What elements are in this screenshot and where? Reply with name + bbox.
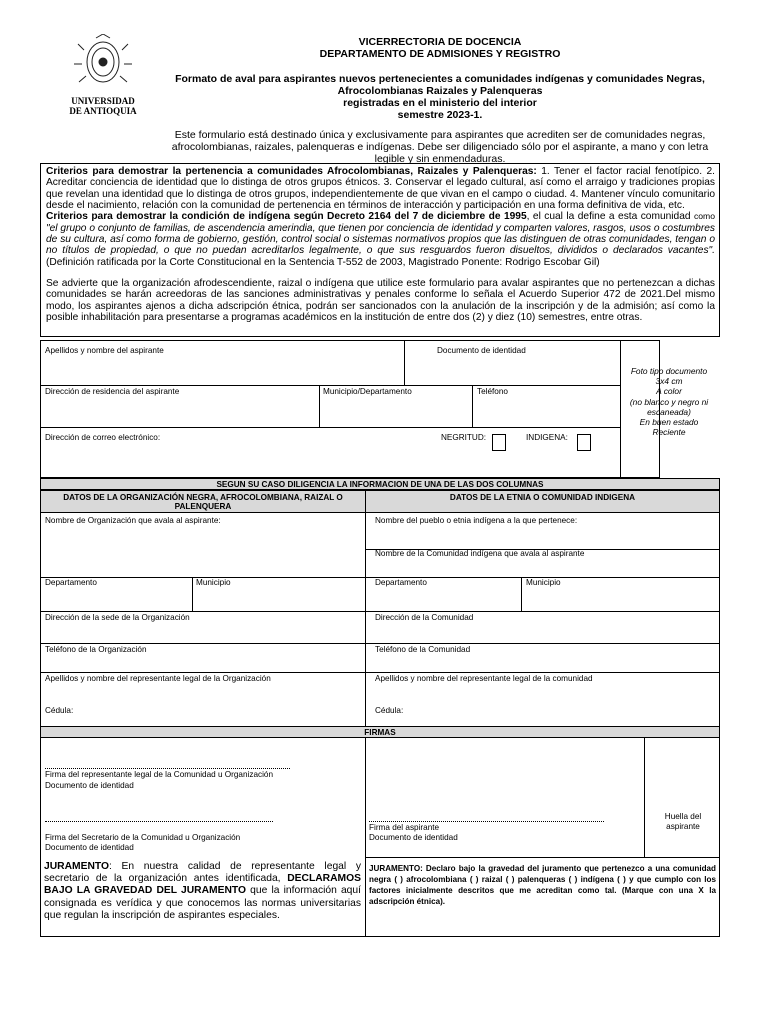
juramento-left-title: JURAMENTO — [44, 861, 110, 872]
university-logo — [62, 34, 144, 120]
org-municipio-field[interactable] — [194, 589, 364, 609]
sec-signature-label: Firma del Secretario de la Comunidad u Organización — [45, 833, 241, 842]
juramento-organizacion — [44, 861, 361, 922]
sec-document-label: Documento de identidad — [45, 843, 134, 852]
indigena-ratification: (Definición ratificada por la Corte Constitucional en la Sentencia T-552 de 2003, Magistrado Ponente: Rodrigo Escobar Gil) — [46, 256, 600, 268]
title-line-1: Formato de aval para aspirantes nuevos pertenecientes a comunidades indígenas y comunidades Negras, — [175, 73, 705, 85]
title-line-2: Afrocolombianas Raizales y Palenqueras — [337, 85, 543, 97]
fingerprint-area[interactable] — [646, 740, 718, 855]
org-cedula-field[interactable] — [80, 704, 364, 724]
header-line-2: DEPARTAMENTO DE ADMISIONES Y REGISTRO — [319, 48, 561, 60]
applicant-name-field[interactable] — [42, 357, 402, 383]
photo-line-1: Foto tipo documento — [630, 366, 708, 376]
header-line-1: VICERRECTORIA DE DOCENCIA — [358, 36, 522, 48]
com-telefono-field[interactable] — [367, 656, 718, 670]
indigena-criteria-como: como — [693, 211, 715, 222]
asp-document-label: Documento de identidad — [369, 833, 458, 842]
title-line-3: registradas en el ministerio del interior — [343, 97, 537, 109]
com-direccion-field[interactable] — [367, 624, 718, 641]
juramento-left-text-1: : En nuestra calidad de representante legal y secretario de la organización antes identificada, — [44, 861, 361, 885]
org-direccion-field[interactable] — [42, 624, 364, 641]
logo-text-2: DE ANTIOQUIA — [69, 106, 137, 116]
com-cedula-label: Cédula: — [375, 706, 404, 715]
org-departamento-label: Departamento — [45, 578, 97, 587]
applicant-phone-label: Teléfono — [477, 387, 508, 396]
left-header-line-1: DATOS DE LA ORGANIZACIÓN NEGRA, AFROCOLOMBIANA, RAIZAL O — [63, 493, 343, 502]
com-municipio-field[interactable] — [523, 589, 718, 609]
rep-signature-line[interactable] — [45, 768, 290, 769]
com-representante-label: Apellidos y nombre del representante legal de la comunidad — [375, 674, 593, 683]
org-telefono-label: Teléfono de la Organización — [45, 645, 147, 654]
applicant-id-label: Documento de identidad — [437, 346, 526, 355]
logo-text-1: UNIVERSIDAD — [71, 96, 135, 106]
intro-line-1: Este formulario está destinado única y exclusivamente para aspirantes que acrediten ser de comunidades negras, — [174, 129, 706, 141]
indigena-label: INDIGENA: — [526, 433, 568, 442]
photo-line-4: (no blanco y negro ni — [629, 396, 709, 407]
applicant-municipio-field[interactable] — [321, 398, 470, 425]
photo-line-7: Reciente — [652, 427, 686, 438]
rep-signature-label: Firma del representante legal de la Comunidad u Organización — [45, 770, 274, 779]
indigena-criteria-title: Criterios para demostrar la condición de indígena según Decreto 2164 del 7 de diciembre de 1995 — [46, 211, 527, 223]
huella-line-1: Huella del — [664, 812, 702, 821]
negritud-checkbox[interactable] — [492, 434, 506, 451]
org-representante-label: Apellidos y nombre del representante legal de la Organización — [45, 674, 271, 683]
warning-text: Se advierte que la organización afrodescendiente, raizal o indígena que utilice este formulario para avalar aspirantes que no pertenezcan a dichas comunidades se harán acreedoras de las sanciones administrativas y penales conforme lo señala el Acuerdo Superior 472 de 2021.Del mismo modo, los aspirantes ajenos a dicha adscripción étnica, podrán ser sancionados con la anulación de la inscripción y de la admisión; así como la posible inhabilitación para presentarse a programas académicos en la institución de entre dos (2) y diez (10) semestres, entre otras. — [46, 278, 715, 324]
left-header-line-2: PALENQUERA — [174, 502, 232, 511]
pueblo-field[interactable] — [367, 527, 718, 547]
asp-signature-line[interactable] — [369, 821, 604, 822]
org-name-field[interactable] — [42, 527, 364, 575]
title-line-4: semestre 2023-1. — [397, 109, 483, 121]
indigena-criteria-text: , el cual la define a esta comunidad — [526, 211, 694, 223]
negritud-label: NEGRITUD: — [441, 433, 487, 442]
afro-criteria-text: 1. Tener el factor racial fenotípico. 2. Acreditar conciencia de identidad que lo distinga de otros grupos étnicos. 3. Conservar el legado cultural, así como el arraigo y tradiciones propias que revelan una identidad que lo distinga de otros grupos, independientemente de que vivan en el campo o ciudad. 4. Mantener vínculo comunitario desde el nacimiento, relación con la comunidad de pertenencia en términos de interacción y participación en una forma definitiva de vida, etc. — [46, 166, 715, 212]
huella-line-2: aspirante — [666, 822, 700, 831]
applicant-email-label: Dirección de correo electrónico: — [45, 433, 161, 442]
com-direccion-label: Dirección de la Comunidad — [375, 613, 474, 622]
com-representante-field[interactable] — [367, 685, 718, 703]
indigena-definition: "el grupo o conjunto de familias, de ascendencia amerindia, que tienen por conciencia de identidad y comparten valores, rasgos, usos o costumbres de su cultura, así como forma de gobierno, gestión, control social o sistemas normativos propios que las distinguen de otras comunidades, tengan o no títulos de propiedad, o que no puedan acreditarlos legalmente, o que sus resguardos fueron disueltos, divididos o declarados vacantes". — [46, 222, 715, 257]
photo-line-5: escaneada) — [647, 406, 691, 417]
photo-line-6: En buen estado — [639, 417, 699, 428]
huella-label — [646, 812, 720, 832]
afro-criteria-title: Criterios para demostrar la pertenencia a comunidades Afrocolombianas, Raizales y Palenqueras: — [46, 166, 537, 177]
applicant-address-field[interactable] — [42, 398, 317, 425]
rep-document-label: Documento de identidad — [45, 781, 134, 790]
org-municipio-label: Municipio — [196, 578, 231, 587]
applicant-municipio-label: Municipio/Departamento — [323, 387, 412, 396]
columns-instruction: SEGUN SU CASO DILIGENCIA LA INFORMACION DE UNA DE LAS DOS COLUMNAS — [40, 478, 720, 490]
com-telefono-label: Teléfono de la Comunidad — [375, 645, 471, 654]
com-departamento-field[interactable] — [367, 589, 519, 609]
pueblo-label: Nombre del pueblo o etnia indígena a la que pertenece: — [375, 516, 578, 525]
org-departamento-field[interactable] — [42, 589, 190, 609]
photo-instructions — [620, 366, 718, 437]
intro-line-3: legible y sin enmendaduras. — [374, 153, 506, 166]
firmas-title: FIRMAS — [40, 726, 720, 738]
intro-line-2: afrocolombianas, raizales, palenqueras e indígenas. Debe ser diligenciado sólo por el aspirante, a mano y con letra — [171, 141, 709, 154]
juramento-aspirante: JURAMENTO: Declaro bajo la gravedad del juramento que pertenezco a una comunidad negra ( ) afrocolombiana ( ) raizal ( ) palenqueras ( ) indígena ( ) y que cumplo con los factores inicialmente descritos que me acreditan como tal. (Marque con una X la adscripción étnica). — [369, 864, 716, 906]
sec-signature-line[interactable] — [45, 821, 273, 822]
left-column-header — [40, 490, 366, 513]
applicant-address-label: Dirección de residencia del aspirante — [45, 387, 180, 396]
photo-line-2: 3x4 cm — [655, 376, 683, 387]
org-telefono-field[interactable] — [42, 656, 364, 670]
indigena-checkbox[interactable] — [577, 434, 591, 451]
org-representante-field[interactable] — [42, 685, 364, 703]
com-cedula-field[interactable] — [410, 704, 718, 724]
com-municipio-label: Municipio — [526, 578, 561, 587]
comunidad-label: Nombre de la Comunidad indígena que avala al aspirante — [375, 549, 585, 558]
juramento-left-declaration: DECLARAMOS BAJO LA GRAVEDAD DEL JURAMENTO — [44, 873, 361, 897]
org-cedula-label: Cédula: — [45, 706, 74, 715]
comunidad-field[interactable] — [367, 560, 718, 575]
right-column-header: DATOS DE LA ETNIA O COMUNIDAD INDIGENA — [365, 490, 720, 513]
photo-line-3: A color — [656, 386, 682, 397]
org-direccion-label: Dirección de la sede de la Organización — [45, 613, 190, 622]
intro-text — [160, 129, 720, 166]
org-name-label: Nombre de Organización que avala al aspirante: — [45, 516, 221, 525]
juramento-left-text-2: que la información aquí consignada es verídica y que conocemos las normas universitarias que regulan la inscripción de aspirantes especiales. — [44, 885, 361, 921]
com-departamento-label: Departamento — [375, 578, 427, 587]
applicant-id-field[interactable] — [406, 357, 618, 383]
asp-signature-label: Firma del aspirante — [369, 823, 440, 832]
criteria-box — [40, 163, 720, 337]
applicant-email-field[interactable] — [200, 430, 430, 475]
applicant-name-label: Apellidos y nombre del aspirante — [45, 346, 164, 355]
applicant-phone-field[interactable] — [474, 398, 618, 425]
